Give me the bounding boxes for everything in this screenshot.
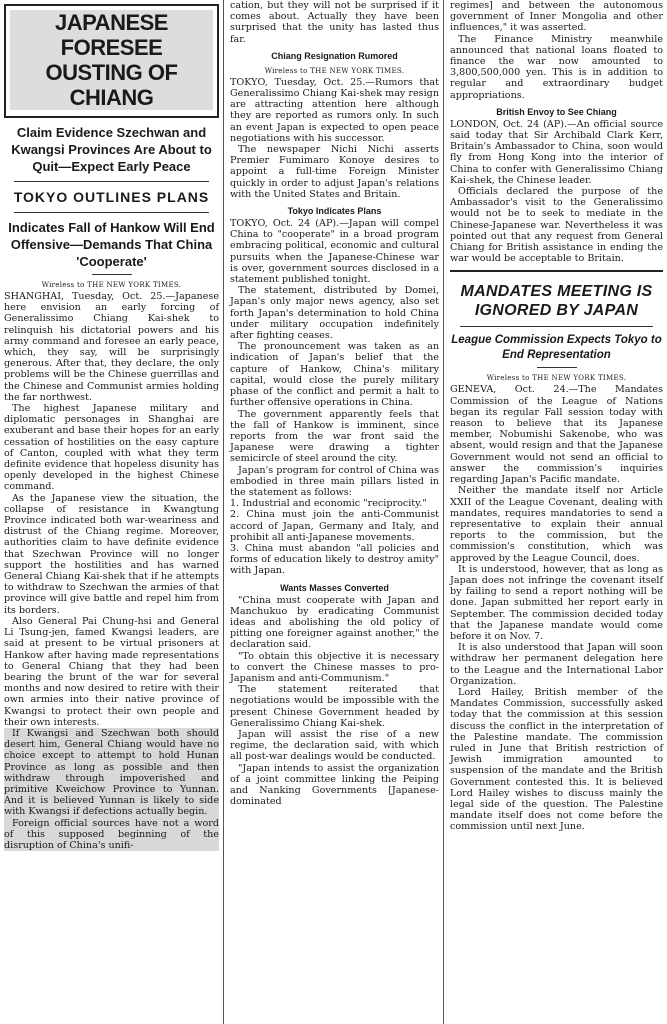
divider <box>460 326 653 327</box>
paragraph: If Kwangsi and Szechwan both should desert him, General Chiang would have no choice except to attempt to hold Hunan Province as long as possible and then withdraw through impoverished and primitive Kweichow Province to Yunnan. And it is believed Yunnan is likely to side with Kwangsi if defections actually begin. <box>4 727 219 818</box>
credit-line: Wireless to THE NEW YORK TIMES. <box>41 281 182 289</box>
second-headline: MANDATES MEETING IS IGNORED BY JAPAN <box>460 283 653 320</box>
section-head: Wants Masses Converted <box>280 582 389 593</box>
divider <box>537 367 577 368</box>
paragraph: SHANGHAI, Tuesday, Oct. 25.—Japanese here envision an early forcing of Generalissimo Chiang Kai-shek to relinquish his dictatorial powers and his army command and foresee an early peace, which, they say, will be surprisingly generous. After that, they declare, the only problems will be the Chinese guerrillas and the Chinese and Communist armies holding the far northwest. <box>4 291 219 403</box>
paragraph: Foreign official sources have not a word of this supposed beginning of the disruption of China's unifi- <box>4 817 219 851</box>
divider <box>450 270 663 272</box>
article-body <box>450 0 663 101</box>
paragraph: regimes] and between the autonomous government of Inner Mongolia and other influences," it was asserted. <box>450 0 663 34</box>
paragraph: "Japan intends to assist the organization of a joint committee linking the Peiping and Nanking Governments [Japanese-dominated <box>230 762 439 808</box>
paragraph: Neither the mandate itself nor Article XXII of the League Covenant, dealing with mandates, requires mandatories to send a representative to explain their annual reports to the commission, but the commission's constitution, which was approved by the League Council, does. <box>450 485 663 564</box>
paragraph: GENEVA, Oct. 24.—The Mandates Commission of the League of Nations began its regular Fall session today with reason to believe that its Japanese member, Nobumishi Sakenobe, who was absent, would resign and that the Japanese Government would not send an official to answer the commission's inquiries regarding Japan's Pacific mandate. <box>450 384 663 486</box>
paragraph: It is also understood that Japan will soon withdraw her permanent delegation here to the League and the International Labor Organization. <box>450 642 663 687</box>
article-body <box>230 595 439 808</box>
paragraph: Japan will assist the rise of a new regime, the declaration said, with which all post-war dealings would be conducted. <box>230 728 439 763</box>
column-3 <box>446 0 667 1024</box>
deck-2: TOKYO OUTLINES PLANS <box>13 189 210 205</box>
paragraph: The statement reiterated that negotiations would be impossible with the present Chinese Government headed by Generalissimo Chiang Kai-shek. <box>230 684 439 729</box>
paragraph: cation, but they will not be surprised if it comes about. Actually they have been surprised that the unity has lasted thus far. <box>230 0 439 45</box>
paragraph: It is understood, however, that as long as Japan does not infringe the covenant itself by failing to send a report nothing will be done. Japan submitted her report early in September. The commission decided today that the Japanese mandate would come before it on Nov. 7. <box>450 563 663 642</box>
main-headline: JAPANESE FORESEE OUSTING OF CHIANG <box>10 10 213 110</box>
divider <box>14 181 209 182</box>
paragraph: As the Japanese view the situation, the collapse of resistance in Kwangtung Province indicated both war-weariness and distrust of the Chiang regime. Moreover, authorities claim to have definite evidence that Szechwan Province will no longer support the hostilities and has warned General Chiang Kai-shek that if he attempts to withdraw to Szechwan the armies of that province will give battle and repel him from its borders. <box>4 492 219 616</box>
divider <box>92 274 132 275</box>
paragraph: The government apparently feels that the fall of Hankow is imminent, since reports from the war front said the Japanese were drawing a tighter semicircle of steel around the city. <box>230 408 439 465</box>
paragraph: Officials declared the purpose of the Ambassador's visit to the Generalissimo would not be to seek to mediate in the Chinese-Japanese war. Nevertheless it was pointed out that any request from General Chiang for British assistance in ending the war would be acceptable to Britain. <box>450 186 663 265</box>
paragraph: "China must cooperate with Japan and Manchukuo by eradicating Communist ideas and abolishing the old policy of pitting one foreigner against another," the declaration said. <box>230 594 439 651</box>
headline-box <box>4 4 219 118</box>
section-head: Tokyo Indicates Plans <box>287 206 382 217</box>
paragraph: The Finance Ministry meanwhile announced that national loans floated to finance the war now amounted to 3,800,500,000 yen. This is in addition to regular and extraordinary budget appropriations. <box>450 33 663 101</box>
paragraph: Lord Hailey, British member of the Mandates Commission, successfully asked today that the commission at this session discuss the conflict in the interpretation of the Palestine mandate. The commission ruled in June that British restriction of Jewish immigration amounted to suspension of the mandate and the British Government contested this. It is believed Lord Hailey wishes to discuss mainly the legal side of the question. The Palestine mandate itself does not come before the commission until next June. <box>450 686 663 833</box>
article-body <box>450 384 663 832</box>
list-item: 2. China must join the anti-Communist accord of Japan, Germany and Italy, and prohibit all anti-Japanese movements. <box>230 509 439 543</box>
paragraph: The pronouncement was taken as an indication of Japan's belief that the capture of Hankow, China's military capital, would close the purely military phase of the conflict and permit a halt to further offensive operations in China. <box>230 341 439 409</box>
column-1 <box>0 0 224 1024</box>
paragraph: LONDON, Oct. 24 (AP).—An official source said today that Sir Archibald Clark Kerr, Britain's Ambassador to China, soon would fly from Hong Kong into the interior of China to confer with Generalissimo Chiang Kai-shek, the Chinese leader. <box>450 118 663 186</box>
list-item: 1. Industrial and economic "reciprocity." <box>230 498 427 510</box>
article-body <box>450 119 663 265</box>
paragraph: TOKYO, Oct. 24 (AP).—Japan will compel China to "cooperate" in a broad program embracing political, economic and cultural pursuits when the Japanese-Chinese war is over, government sources disclosed in a statement published tonight. <box>230 218 439 286</box>
section-head: British Envoy to See Chiang <box>496 106 617 117</box>
credit-line: Wireless to THE NEW YORK TIMES. <box>486 374 627 383</box>
deck-1: Claim Evidence Szechwan and Kwangsi Provinces Are About to Quit—Expect Early Peace <box>11 125 212 174</box>
paragraph: The highest Japanese military and diplomatic personages in Shanghai are exuberant and base their hopes for an early cessation of hostilities on the easy capture of Canton, coupled with what they term definite evidence that hopeless disunity has openly developed in the highest Chinese command. <box>4 403 219 493</box>
paragraph: The statement, distributed by Domei, Japan's only major news agency, also set forth Japan's determination to hold China under military occupation indefinitely after fighting ceases. <box>230 285 439 342</box>
paragraph: The newspaper Nichi Nichi asserts Premier Fumimaro Konoye desires to appoint a full-time Foreign Minister quickly in order to adjust Japan's relations with the United States and Britain. <box>230 144 439 200</box>
article-body <box>230 218 439 577</box>
paragraph: Also General Pai Chung-hsi and General Li Tsung-jen, famed Kwangsi leaders, are said at present to be virtual prisoners at Hankow after having made representations to General Chiang that they had been bearing the brunt of the war for several months and now desired to retire with their own armies into their native province of Kwangsi to protect their own people and their own interests. <box>4 615 219 728</box>
deck-3: Indicates Fall of Hankow Will End Offensive—Demands That China 'Cooperate' <box>8 220 215 269</box>
column-2 <box>226 0 444 1024</box>
divider <box>14 212 209 213</box>
credit-line: Wireless to THE NEW YORK TIMES. <box>264 66 405 75</box>
list-item: 3. China must abandon "all policies and forms of education likely to destroy amity" with Japan. <box>230 542 439 577</box>
article-body <box>230 77 439 200</box>
paragraph: Japan's program for control of China was embodied in three main pillars listed in the statement as follows: <box>230 464 439 498</box>
section-head: Chiang Resignation Rumored <box>271 50 398 61</box>
article-body <box>4 291 219 851</box>
paragraph: "To obtain this objective it is necessary to convert the Chinese masses to pro-Japanism and anti-Communism." <box>230 650 439 684</box>
second-deck: League Commission Expects Tokyo to End Representation <box>451 334 662 362</box>
article-body <box>230 0 439 45</box>
paragraph: TOKYO, Tuesday, Oct. 25.—Rumors that Generalissimo Chiang Kai-shek may resign are attracting attention here although they are reported as rumors only. In such an event Japan is expected to open peace negotiations with his successor. <box>230 76 439 144</box>
